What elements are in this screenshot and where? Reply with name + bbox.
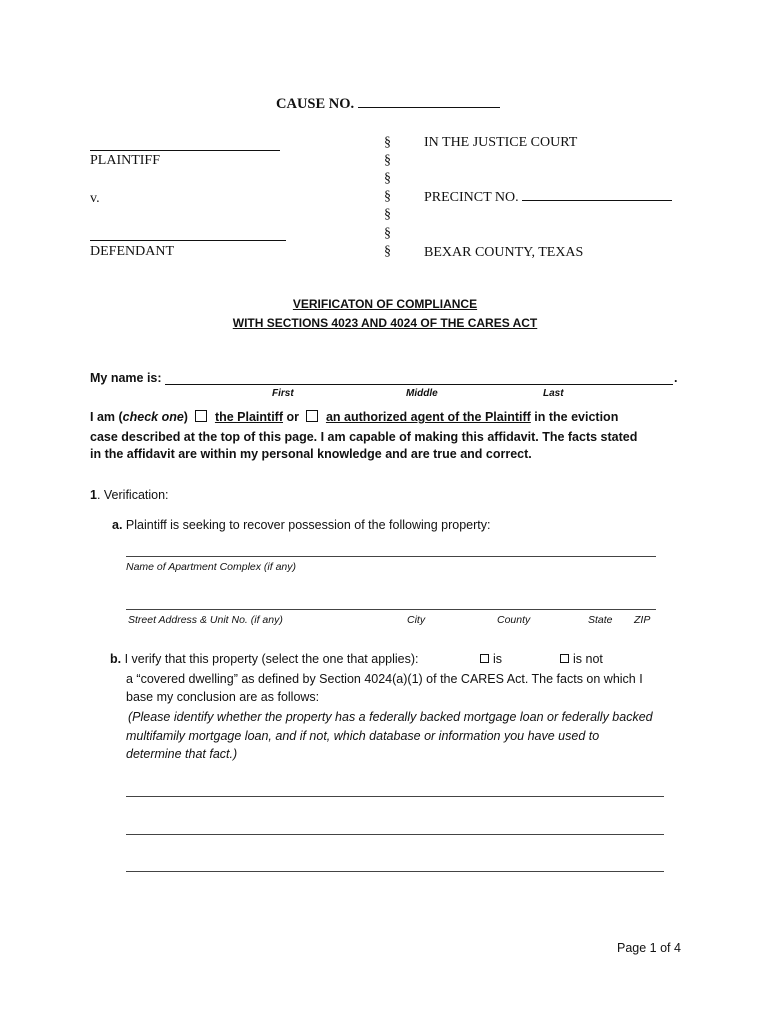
- role-statement-line3: in the affidavit are within my personal knowledge and are true and correct.: [90, 447, 532, 461]
- role-statement-line2: case described at the top of this page. I am capable of making this affidavit. The facts stated: [90, 430, 638, 444]
- section-1-number: 1: [90, 488, 97, 502]
- name-label: My name is:: [90, 371, 162, 385]
- role-prefix: I am (: [90, 410, 123, 424]
- section-symbol: §: [384, 244, 391, 259]
- is-not-checkbox[interactable]: [560, 654, 569, 663]
- precinct-field: [424, 190, 672, 206]
- full-name-blank[interactable]: [165, 384, 673, 385]
- is-option[interactable]: [480, 652, 502, 666]
- versus-label: v.: [90, 191, 100, 206]
- facts-answer-line[interactable]: [126, 834, 664, 835]
- middle-name-caption: Middle: [406, 388, 438, 399]
- plaintiff-checkbox[interactable]: [195, 410, 207, 422]
- plaintiff-label: PLAINTIFF: [90, 153, 161, 168]
- is-option-label: is: [493, 652, 503, 666]
- county-caption: County: [497, 614, 531, 626]
- defendant-label: DEFENDANT: [90, 244, 174, 259]
- agent-checkbox[interactable]: [306, 410, 318, 422]
- section-symbol: §: [384, 171, 391, 186]
- item-b-line2: a “covered dwelling” as defined by Section 4024(a)(1) of the CARES Act. The facts on which I: [126, 672, 643, 686]
- item-b-text: I verify that this property (select the one that applies):: [124, 652, 419, 666]
- cause-number-blank[interactable]: [358, 107, 500, 108]
- item-a: [112, 518, 490, 532]
- section-symbol: §: [384, 135, 391, 150]
- name-period: .: [674, 371, 678, 385]
- county-name: BEXAR COUNTY, TEXAS: [424, 245, 584, 260]
- facts-answer-line[interactable]: [126, 871, 664, 872]
- instruction-line1: (Please identify whether the property has a federally backed mortgage loan or federally backed: [128, 710, 653, 724]
- precinct-blank[interactable]: [522, 200, 672, 201]
- role-suffix: in the eviction: [530, 410, 619, 424]
- section-symbol: §: [384, 153, 391, 168]
- item-b: [110, 652, 419, 666]
- precinct-label: PRECINCT NO.: [424, 190, 519, 205]
- or-text: or: [283, 410, 303, 424]
- item-a-text: Plaintiff is seeking to recover possession of the following property:: [125, 518, 491, 532]
- check-one-hint: check one: [122, 410, 184, 424]
- item-b-line3: base my conclusion are as follows:: [126, 690, 320, 704]
- document-title-line1: VERIFICATON OF COMPLIANCE: [292, 297, 478, 311]
- street-caption: Street Address & Unit No. (if any): [128, 614, 283, 626]
- section-symbol: §: [384, 189, 391, 204]
- instruction-line2: multifamily mortgage loan, and if not, which database or information you have used to: [126, 729, 600, 743]
- apartment-name-blank[interactable]: [126, 556, 656, 557]
- item-b-label: b.: [110, 652, 122, 666]
- state-caption: State: [588, 614, 613, 626]
- apartment-name-caption: Name of Apartment Complex (if any): [126, 561, 297, 573]
- item-a-label: a.: [112, 518, 123, 532]
- section-symbol: §: [384, 207, 391, 222]
- facts-answer-line[interactable]: [126, 796, 664, 797]
- cause-number-field: [276, 96, 500, 113]
- plaintiff-option-label: the Plaintiff: [214, 410, 283, 424]
- agent-option-label: an authorized agent of the Plaintiff: [325, 410, 531, 424]
- section-symbol: §: [384, 226, 391, 241]
- document-title-line2: WITH SECTIONS 4023 AND 4024 OF THE CARES ACT: [232, 316, 538, 330]
- role-statement-line1: [90, 410, 618, 424]
- section-1-title: . Verification:: [96, 488, 169, 502]
- section-1-heading: [90, 488, 169, 502]
- page-number: Page 1 of 4: [617, 941, 681, 955]
- instruction-line3: determine that fact.): [126, 747, 238, 761]
- is-not-option[interactable]: [560, 652, 603, 666]
- address-blank[interactable]: [126, 609, 656, 610]
- last-name-caption: Last: [543, 388, 564, 399]
- cause-number-label: CAUSE NO.: [276, 96, 355, 112]
- defendant-name-blank[interactable]: [90, 240, 286, 241]
- zip-caption: ZIP: [634, 614, 651, 626]
- court-name: IN THE JUSTICE COURT: [424, 135, 578, 150]
- is-checkbox[interactable]: [480, 654, 489, 663]
- role-close-paren: ): [183, 410, 188, 424]
- is-not-option-label: is not: [573, 652, 603, 666]
- city-caption: City: [407, 614, 426, 626]
- plaintiff-name-blank[interactable]: [90, 150, 280, 151]
- first-name-caption: First: [272, 388, 294, 399]
